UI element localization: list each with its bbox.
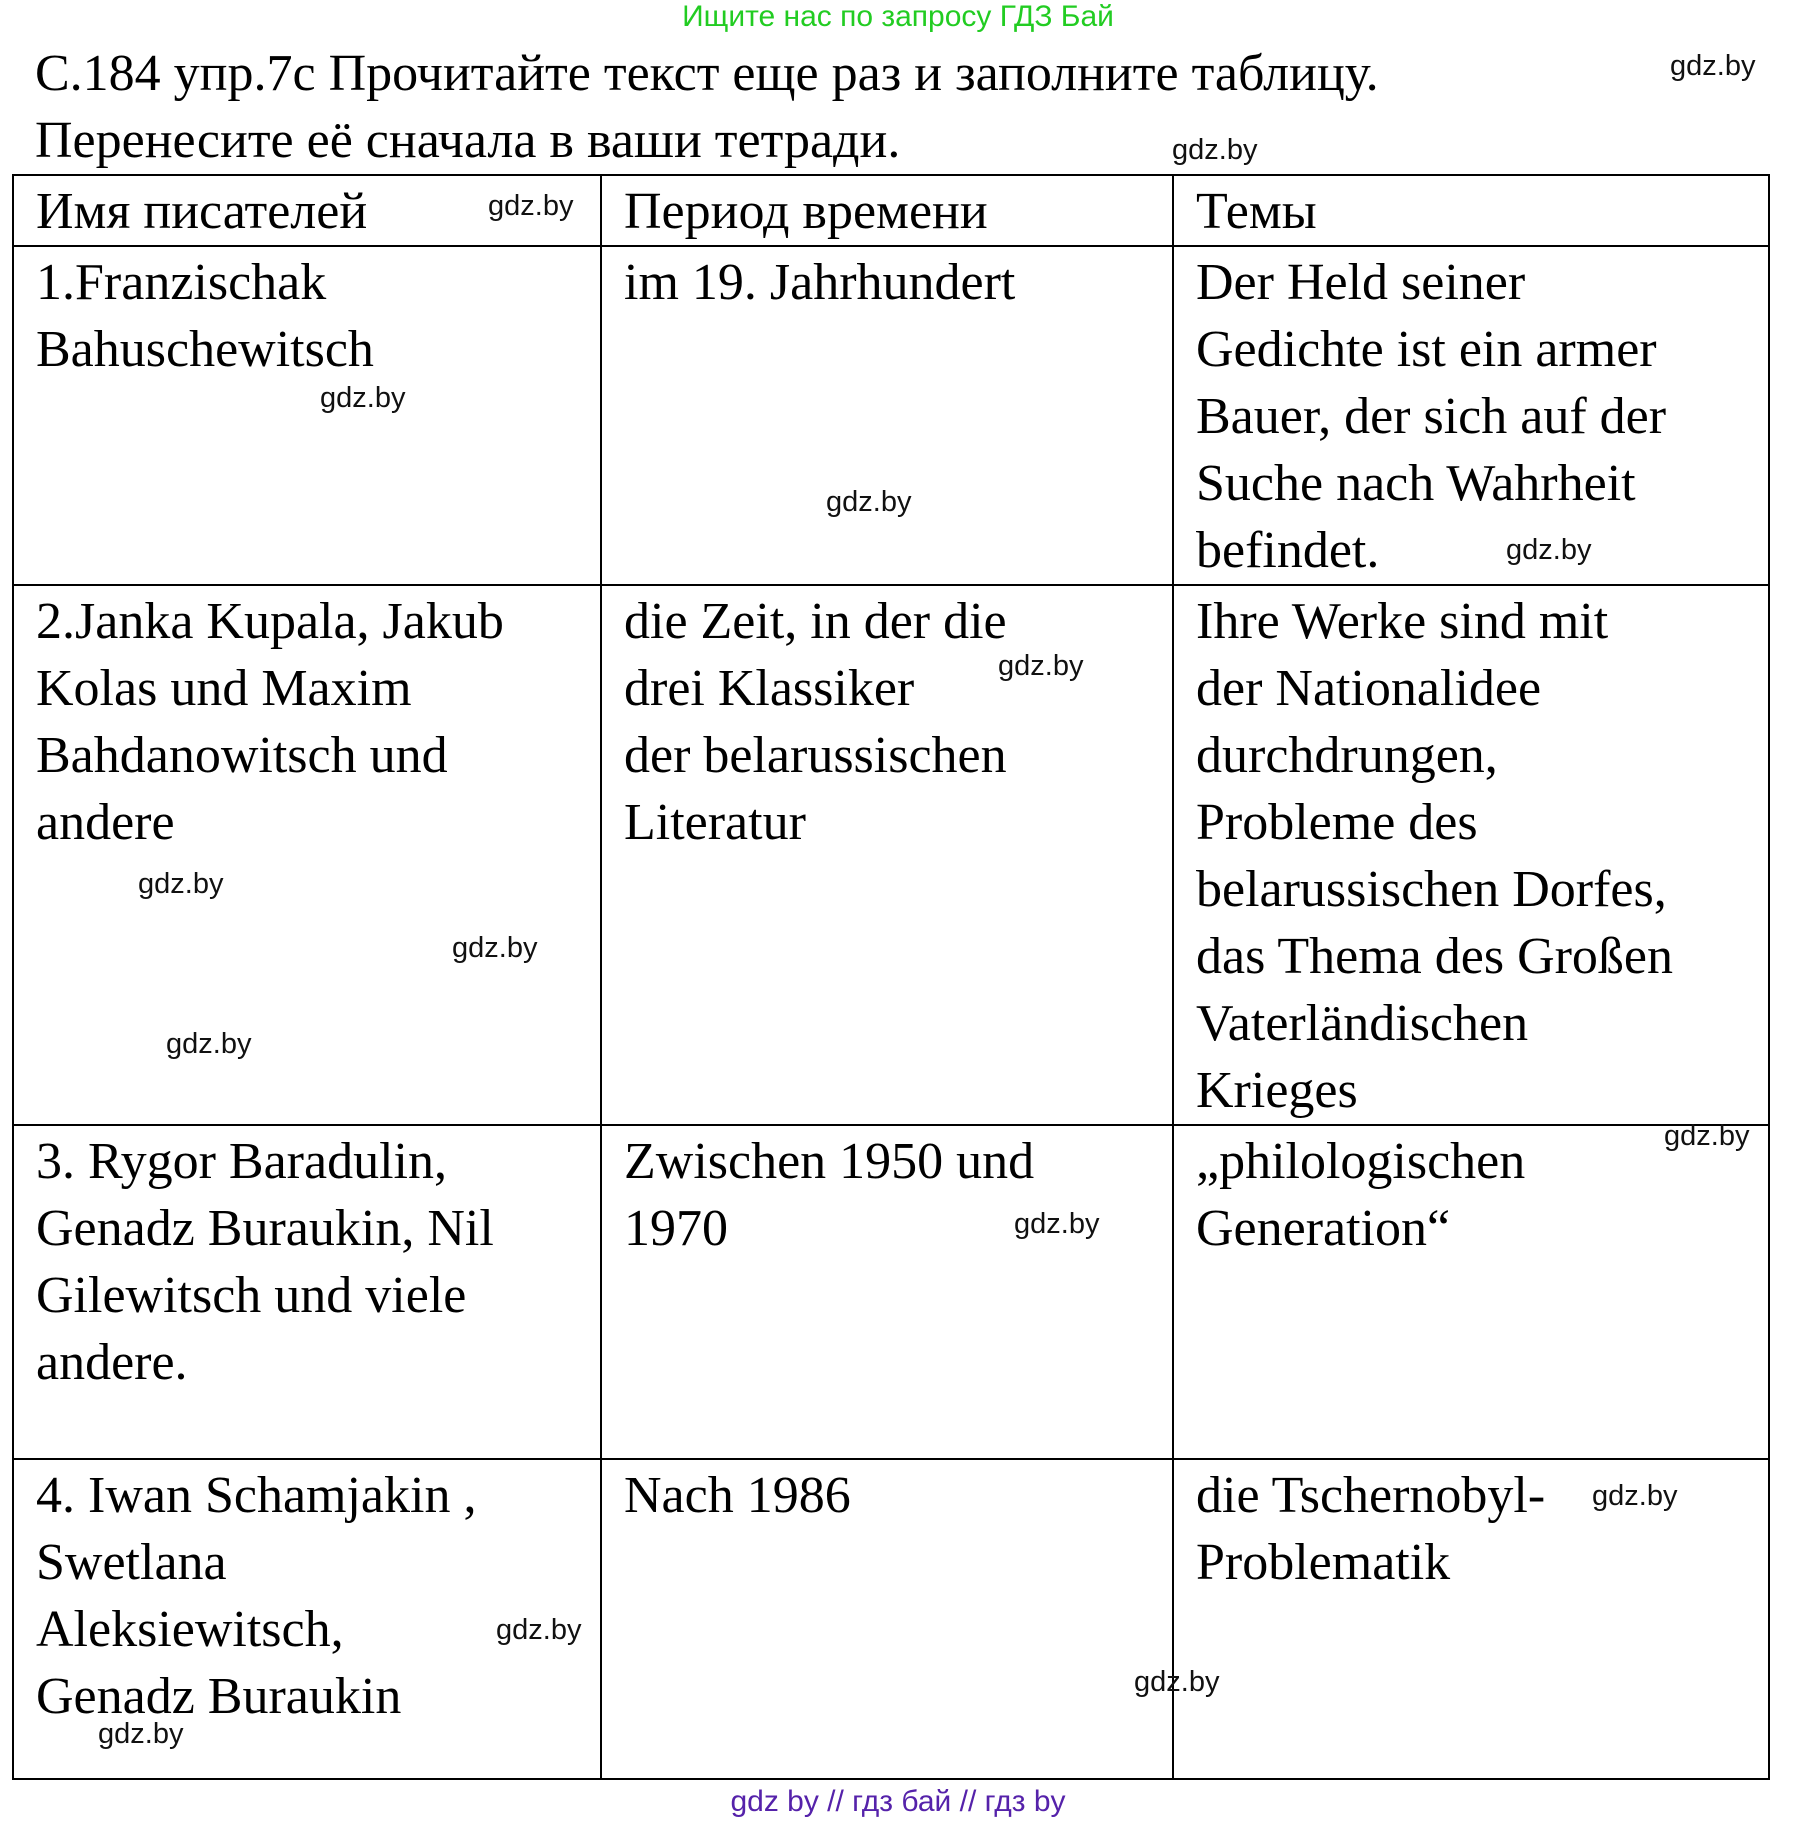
watermark: gdz.by: [1664, 1120, 1750, 1152]
watermark: gdz.by: [1172, 134, 1258, 166]
row1-writers: 1.Franzischak Bahuschewitsch: [13, 246, 601, 585]
row4-writers: 4. Iwan Schamjakin , Swetlana Aleksiewitsch, Genadz Buraukin: [13, 1459, 601, 1779]
watermark: gdz.by: [1506, 534, 1592, 566]
watermark: gdz.by: [1014, 1208, 1100, 1240]
writers-table: [12, 174, 1770, 1780]
table-header-row: [13, 175, 1769, 246]
watermark: gdz.by: [826, 486, 912, 518]
row1-themes: Der Held seiner Gedichte ist ein armer Bauer, der sich auf der Suche nach Wahrheit befindet.: [1173, 246, 1769, 585]
table-row: [13, 585, 1769, 1125]
row3-period: Zwischen 1950 und 1970: [601, 1125, 1173, 1459]
watermark: gdz.by: [1134, 1666, 1220, 1698]
footer-links: gdz by // гдз бай // гдз by: [730, 1785, 1066, 1818]
row1-period: im 19. Jahrhundert: [601, 246, 1173, 585]
row2-period: die Zeit, in der die drei Klassiker der belarussischen Literatur: [601, 585, 1173, 1125]
row4-period: Nach 1986: [601, 1459, 1173, 1779]
row3-writers: 3. Rygor Baradulin, Genadz Buraukin, Nil Gilewitsch und viele andere.: [13, 1125, 601, 1459]
table-row: [13, 1459, 1769, 1779]
header-themes: Темы: [1173, 175, 1769, 246]
watermark: gdz.by: [320, 382, 406, 414]
top-banner: Ищите нас по запросу ГДЗ Бай: [682, 0, 1114, 33]
watermark: gdz.by: [488, 190, 574, 222]
exercise-title: С.184 упр.7с Прочитайте текст еще раз и заполните таблицу. Перенесите её сначала в ваши тетради.: [35, 45, 1379, 169]
watermark: gdz.by: [1670, 50, 1756, 82]
watermark: gdz.by: [496, 1614, 582, 1646]
row2-writers: 2.Janka Kupala, Jakub Kolas und Maxim Bahdanowitsch und andere: [13, 585, 601, 1125]
row4-themes: die Tschernobyl- Problematik: [1173, 1459, 1769, 1779]
table-row: [13, 1125, 1769, 1459]
watermark: gdz.by: [998, 650, 1084, 682]
watermark: gdz.by: [166, 1028, 252, 1060]
header-period: Период времени: [601, 175, 1173, 246]
watermark: gdz.by: [138, 868, 224, 900]
header-writers: Имя писателей: [13, 175, 601, 246]
watermark: gdz.by: [452, 932, 538, 964]
row3-themes: „philologischen Generation“: [1173, 1125, 1769, 1459]
watermark: gdz.by: [1592, 1480, 1678, 1512]
row2-themes: Ihre Werke sind mit der Nationalidee durchdrungen, Probleme des belarussischen Dorfes, das Thema des Großen Vaterländischen Krieges: [1173, 585, 1769, 1125]
watermark: gdz.by: [98, 1718, 184, 1750]
